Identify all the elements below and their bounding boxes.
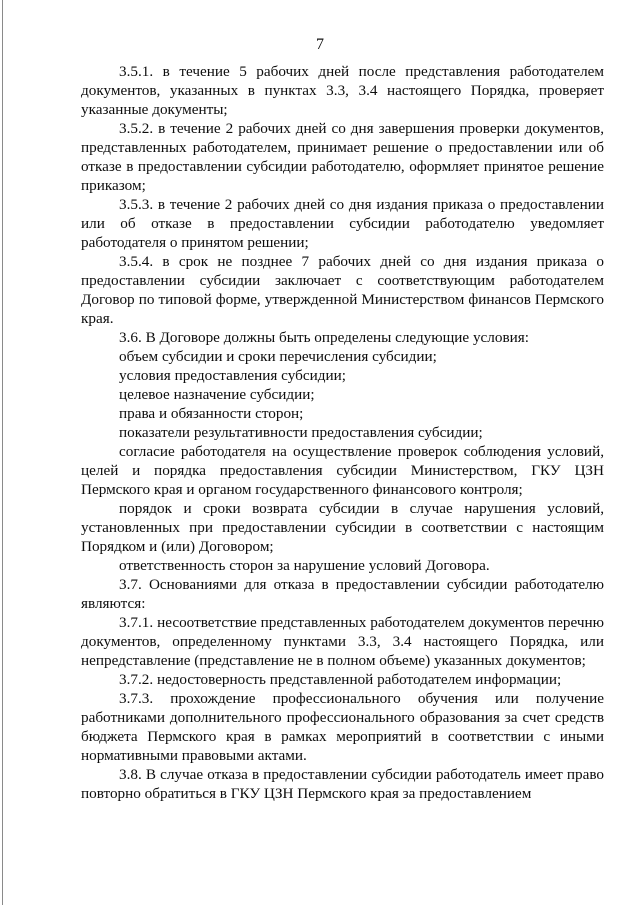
- paragraph-3-5-1: 3.5.1. в течение 5 рабочих дней после представления работодателем документов, указанных в пунктах 3.3, 3.4 настоящего Порядка, проверяет указанные документы;: [81, 63, 604, 118]
- condition-item: показатели результативности предоставления субсидии;: [119, 424, 483, 441]
- paragraph-3-5-4: 3.5.4. в срок не позднее 7 рабочих дней со дня издания приказа о предоставлении субсидии заключает с соответствующим работодателем Договор по типовой форме, утвержденной Министерством финансов Пермского края.: [81, 253, 604, 327]
- paragraph-3-7: 3.7. Основаниями для отказа в предоставлении субсидии работодателю являются:: [81, 576, 604, 612]
- paragraph-3-7-3: 3.7.3. прохождение профессионального обучения или получение работниками дополнительного профессионального образования за счет средств бюджета Пермского края в рамках мероприятий в соответствии с иными нормативными правовыми актами.: [81, 690, 604, 764]
- paragraph-3-7-2: 3.7.2. недостоверность представленной работодателем информации;: [119, 671, 562, 688]
- paragraph-3-7-1: 3.7.1. несоответствие представленных работодателем документов перечню документов, определенному пунктами 3.3, 3.4 настоящего Порядка, или непредставление (представление не в полном объеме) указанных документов;: [81, 614, 604, 669]
- condition-item: условия предоставления субсидии;: [119, 367, 346, 384]
- condition-item: права и обязанности сторон;: [119, 405, 304, 422]
- condition-item: согласие работодателя на осуществление проверок соблюдения условий, целей и порядка предоставления субсидии Министерством, ГКУ ЦЗН Пермского края и органом государственного финансового контроля;: [81, 443, 604, 498]
- paragraph-3-5-2: 3.5.2. в течение 2 рабочих дней со дня завершения проверки документов, представленных работодателем, принимает решение о предоставлении или об отказе в предоставлении субсидии работодателю, оформляет принятое решение приказом;: [81, 120, 604, 194]
- condition-item: целевое назначение субсидии;: [119, 386, 315, 403]
- condition-item: объем субсидии и сроки перечисления субсидии;: [119, 348, 437, 365]
- paragraph-3-8: 3.8. В случае отказа в предоставлении субсидии работодатель имеет право повторно обратиться в ГКУ ЦЗН Пермского края за предоставлением: [81, 766, 604, 802]
- document-body: [81, 62, 604, 803]
- paragraph-3-5-3: 3.5.3. в течение 2 рабочих дней со дня издания приказа о предоставлении или об отказе в предоставлении субсидии работодателю уведомляет работодателя о принятом решении;: [81, 196, 604, 251]
- condition-item: ответственность сторон за нарушение условий Договора.: [119, 557, 490, 574]
- paragraph-3-6: 3.6. В Договоре должны быть определены следующие условия:: [119, 329, 529, 346]
- page-edge-line: [2, 0, 3, 905]
- condition-item: порядок и сроки возврата субсидии в случае нарушения условий, установленных при предоставлении субсидии в соответствии с настоящим Порядком и (или) Договором;: [81, 500, 604, 555]
- page-number: 7: [316, 36, 324, 53]
